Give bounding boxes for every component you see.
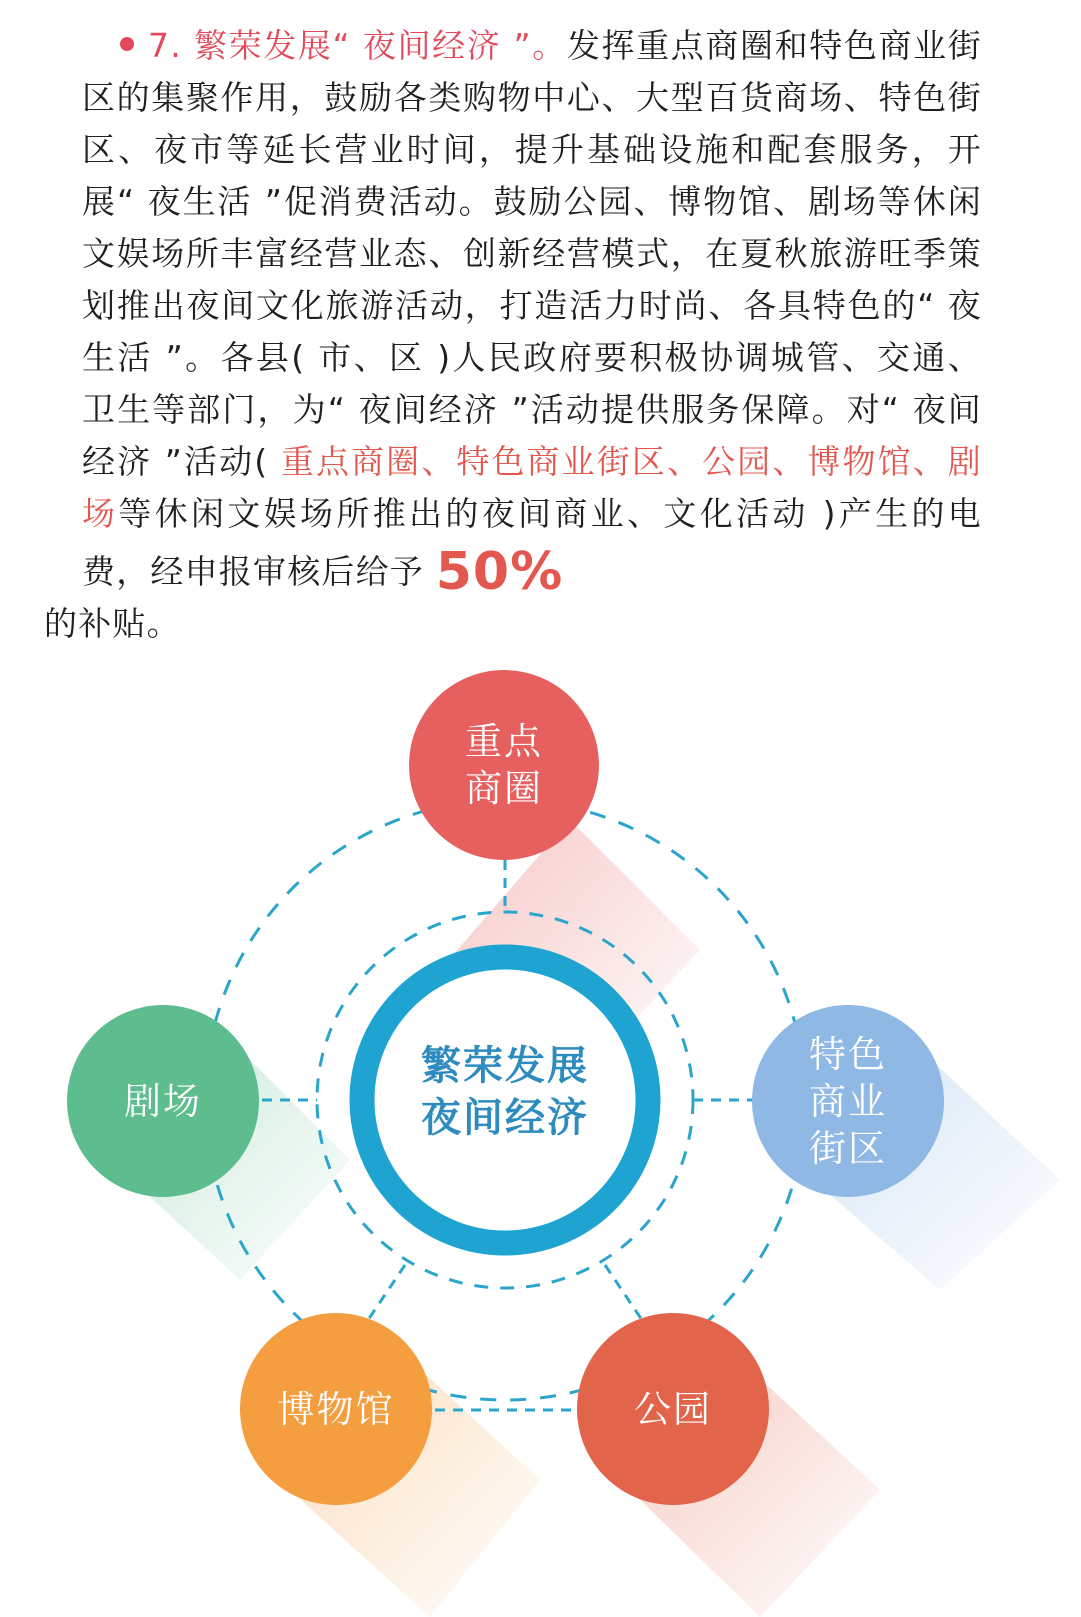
policy-heading: 7. 繁荣发展“ 夜间经济 ”。	[148, 26, 567, 65]
node-theater-label: 剧场	[124, 1079, 202, 1123]
center-title-line-2: 夜间经济	[421, 1095, 589, 1141]
node-park-label: 公园	[634, 1387, 712, 1431]
center-title	[360, 1040, 650, 1144]
node-commercial-street-line-2: 商业	[809, 1079, 887, 1123]
node-business-district-line-2: 商圈	[465, 767, 543, 810]
node-business-district	[409, 670, 599, 860]
center-title-line-1: 繁荣发展	[421, 1043, 589, 1089]
policy-paragraph	[44, 20, 982, 650]
policy-text-body: 发挥重点商圈和特色商业街区的集聚作用，鼓励各类购物中心、大型百货商场、特色街区、夜市等延长营业时间，提升基础设施和配套服务，开展“ 夜生活 ”促消费活动。鼓励公园、博物馆、剧场等休闲文娱场所丰富经营业态、创新经营模式，在夏秋旅游旺季策划推出夜间文化旅游活动，打造活力时尚、各具特色的“ 夜生活 ”。各县( 市、区 )人民政府要积极协调城管、交通、卫生等部门，为“ 夜间经济 ”活动提供服务保障。对“ 夜间经济 ”活动(	[82, 26, 982, 481]
policy-text-subsidy: 等休闲文娱场所推出的夜间商业、文化活动 )产生的电费，经申报审核后给予	[82, 494, 982, 591]
node-museum-label: 博物馆	[277, 1387, 395, 1431]
node-commercial-street-line-1: 特色	[809, 1032, 887, 1076]
node-commercial-street-line-3: 街区	[809, 1126, 887, 1170]
node-commercial-street	[752, 1005, 944, 1197]
node-business-district-line-1: 重点	[465, 720, 543, 763]
night-economy-diagram	[0, 660, 1081, 1617]
policy-text-end: 的补贴。	[44, 604, 181, 643]
bullet-dot	[120, 37, 134, 51]
subsidy-percent: 50%	[435, 542, 564, 602]
node-museum	[240, 1313, 432, 1505]
connector-bottom-left	[368, 1265, 405, 1320]
node-theater	[67, 1005, 259, 1197]
node-park	[577, 1313, 769, 1505]
connector-bottom-right	[605, 1265, 642, 1320]
highlighted-places: 重点商圈、特色商业街区、公园、博物馆、剧场	[82, 442, 982, 533]
